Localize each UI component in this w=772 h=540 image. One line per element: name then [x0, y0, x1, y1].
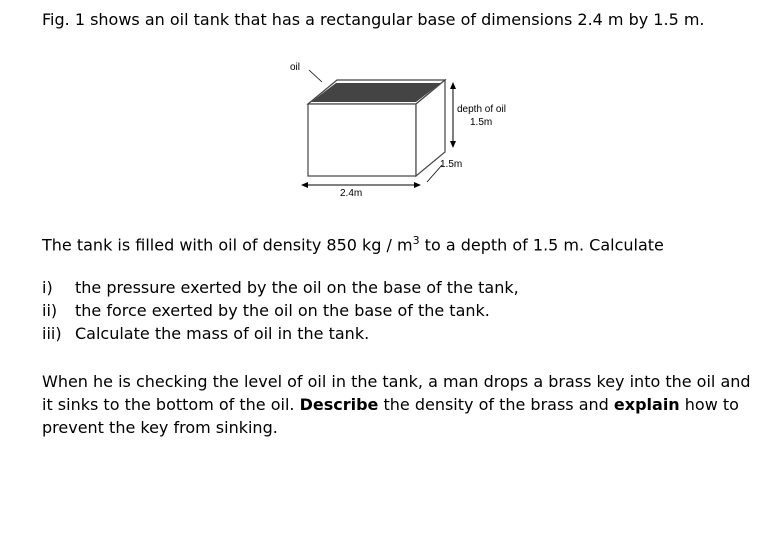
tank-front-face — [308, 104, 416, 176]
question-prompt: The tank is filled with oil of density 850 kg / $m^3$ to a depth of 1.5 m. Calculate — [42, 234, 664, 255]
list-item: i) the pressure exerted by the oil on the base of the tank, — [42, 278, 519, 297]
depth-arrow-head-down — [450, 141, 456, 148]
list-item: ii) the force exerted by the oil on the base of the tank. — [42, 301, 490, 320]
side-dimension-label: 1.5m — [440, 159, 463, 170]
depth-arrow-head-up — [450, 82, 456, 89]
closing-paragraph: When he is checking the level of oil in the tank, a man drops a brass key into the oil and it sinks to the bottom of the oil. Describe the density of the brass and explain how to prevent the key from sinking. — [42, 372, 751, 437]
cubed-superscript: 3 — [412, 234, 420, 247]
oil-leader-line — [309, 70, 322, 82]
width-dimension-label: 2.4m — [340, 188, 363, 199]
depth-title-label: depth of oil — [457, 104, 506, 115]
explain-keyword: explain — [613, 395, 680, 414]
describe-keyword: Describe — [299, 395, 379, 414]
intro-text: Fig. 1 shows an oil tank that has a rectangular base of dimensions 2.4 m by 1.5 m. — [42, 10, 705, 29]
oil-label: oil — [290, 62, 301, 73]
width-arrow-head-right — [414, 182, 421, 188]
depth-value-label: 1.5m — [470, 117, 493, 128]
width-arrow-head-left — [301, 182, 308, 188]
list-item: iii) Calculate the mass of oil in the tank. — [42, 324, 370, 343]
